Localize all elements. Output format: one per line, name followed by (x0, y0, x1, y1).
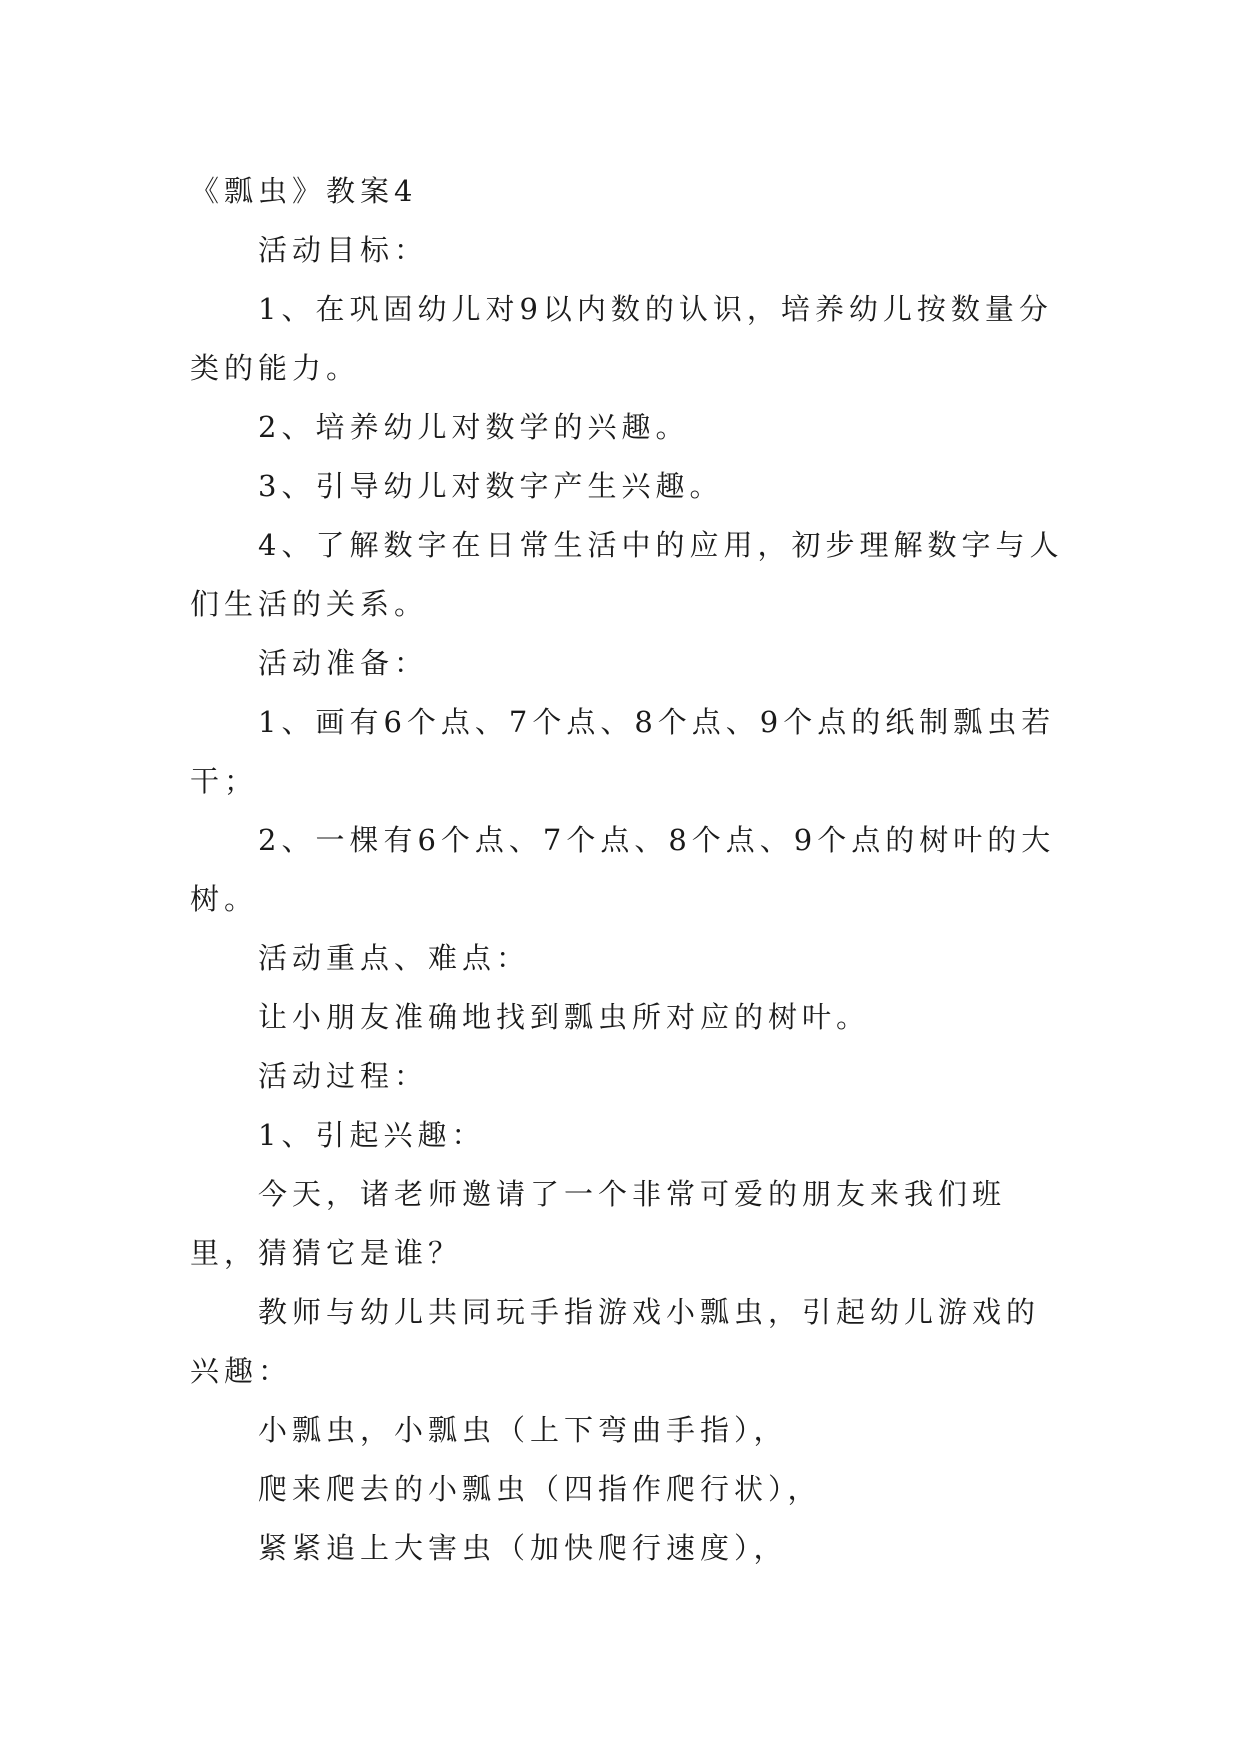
document-title: 《瓢虫》教案4 (190, 174, 418, 208)
process-step-1-heading: 1、引起兴趣： (258, 1118, 486, 1152)
key-points-text: 让小朋友准确地找到瓢虫所对应的树叶。 (258, 1000, 871, 1034)
document-body (190, 162, 1070, 1578)
preparation-item-1: 1、画有6个点、7个点、8个点、9个点的纸制瓢虫若干； (190, 705, 1056, 798)
goal-item-4: 4、了解数字在日常生活中的应用，初步理解数字与人们生活的关系。 (190, 528, 1064, 621)
goal-item-2: 2、培养幼儿对数学的兴趣。 (258, 410, 690, 444)
goal-item-1: 1、在巩固幼儿对9以内数的认识，培养幼儿按数量分类的能力。 (190, 292, 1053, 385)
preparation-item-2: 2、一棵有6个点、7个点、8个点、9个点的树叶的大树。 (190, 823, 1056, 916)
process-paragraph: 教师与幼儿共同玩手指游戏小瓢虫，引起幼儿游戏的兴趣： (190, 1295, 1041, 1388)
rhyme-line: 爬来爬去的小瓢虫（四指作爬行状）， (258, 1472, 822, 1506)
section-heading-process: 活动过程： (258, 1059, 429, 1093)
section-heading-goals: 活动目标： (258, 233, 429, 267)
rhyme-line: 紧紧追上大害虫（加快爬行速度）， (258, 1531, 788, 1565)
rhyme-line: 小瓢虫，小瓢虫（上下弯曲手指）， (258, 1413, 788, 1447)
process-paragraph: 今天，诸老师邀请了一个非常可爱的朋友来我们班里，猜猜它是谁？ (190, 1177, 1007, 1270)
section-heading-preparation: 活动准备： (258, 646, 429, 680)
section-heading-key-points: 活动重点、难点： (258, 941, 531, 975)
goal-item-3: 3、引导幼儿对数字产生兴趣。 (258, 469, 724, 503)
